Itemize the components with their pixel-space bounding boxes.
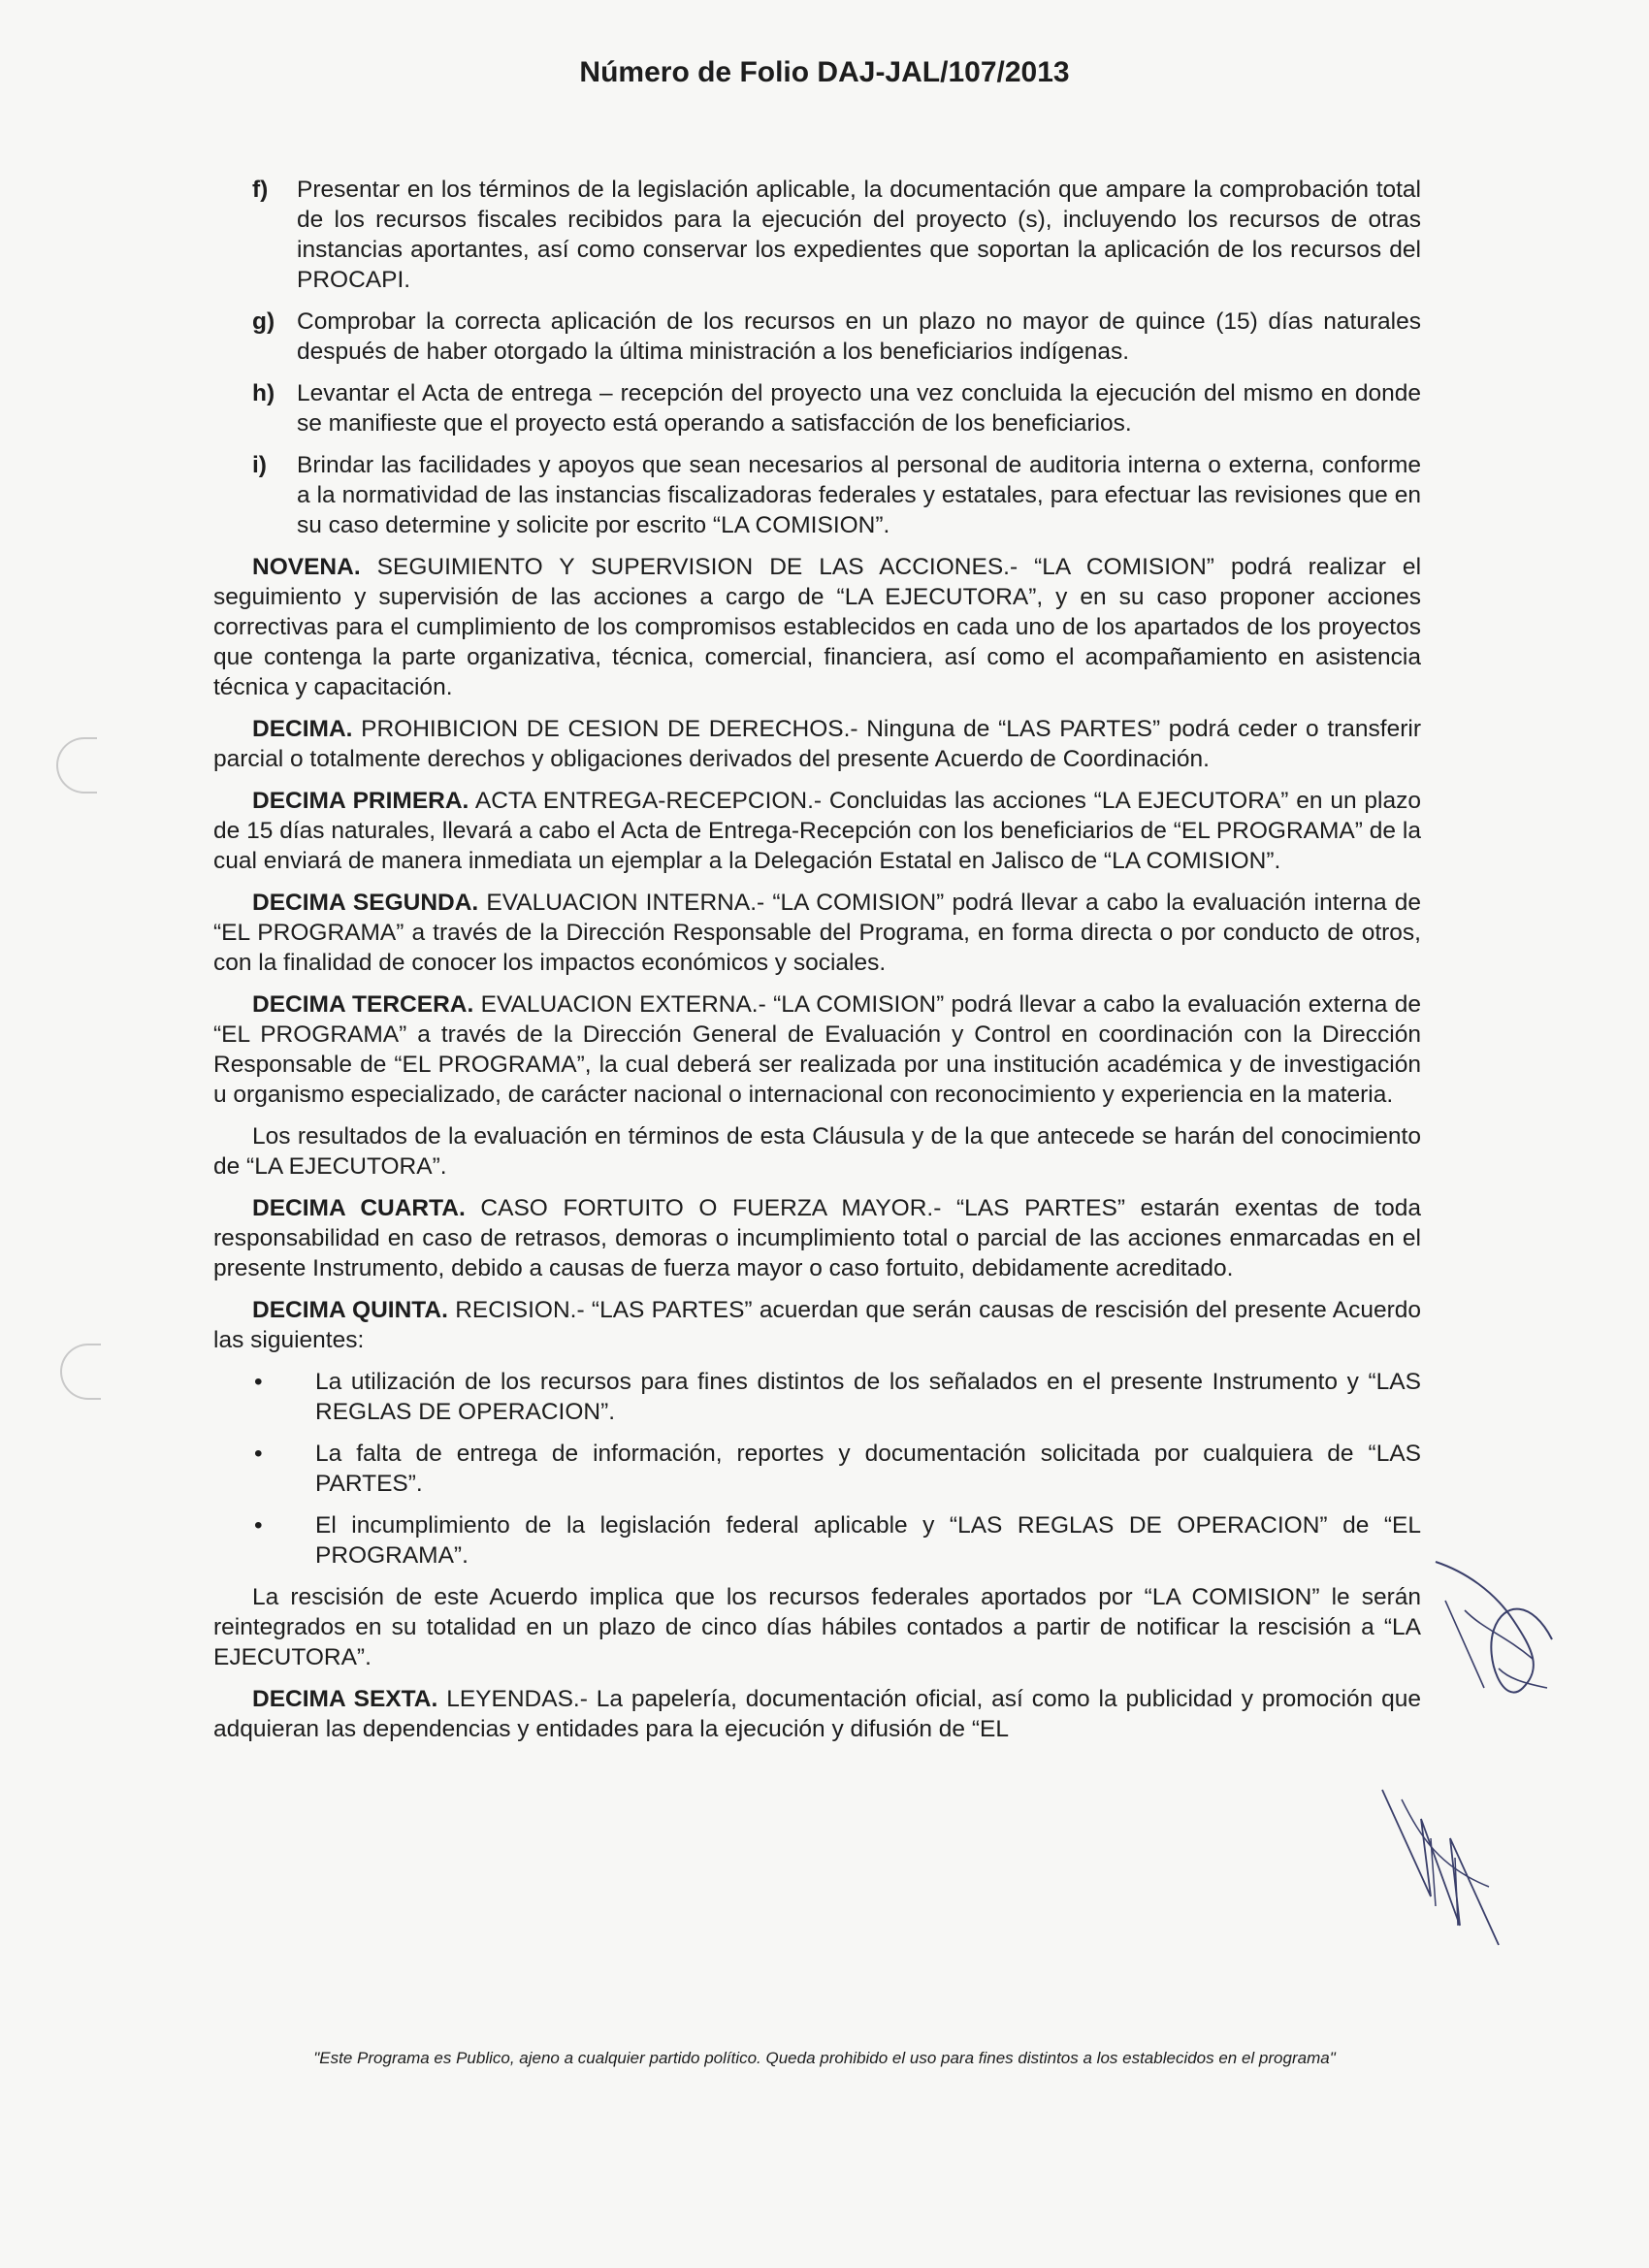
signature-mark xyxy=(1426,1542,1562,1707)
clause-text: SEGUIMIENTO Y SUPERVISION DE LAS ACCIONES.- “LA COMISION” podrá realizar el seguimiento y supervisión de las acciones a cargo de “LA EJECUTORA”, y en su caso proponer acciones correctivas para el cumplimiento de los compromisos establecidos en cada uno de los apartados de los proyectos que contenga la parte organizativa, técnica, comercial, financiera, así como el acompañamiento en asistencia técnica y capacitación. xyxy=(213,554,1422,700)
clause-heading: NOVENA. xyxy=(252,554,361,580)
clause-decima-primera xyxy=(213,786,1421,876)
item-label: f) xyxy=(252,177,269,203)
clause-heading: DECIMA CUARTA. xyxy=(252,1195,466,1221)
bullet-icon: • xyxy=(254,1441,263,1467)
punch-hole-mark xyxy=(56,737,97,794)
clause-decima xyxy=(213,714,1421,774)
list-item xyxy=(213,175,1421,295)
bullet-text: La utilización de los recursos para fines distintos de los señalados en el presente Instrumento y “LAS REGLAS DE OPERACION”. xyxy=(315,1369,1421,1425)
item-label: i) xyxy=(252,452,267,478)
clause-decima-quinta xyxy=(213,1295,1421,1355)
clause-heading: DECIMA TERCERA. xyxy=(252,991,474,1018)
item-text: Comprobar la correcta aplicación de los recursos en un plazo no mayor de quince (15) días naturales después de haber otorgado la última ministración a los beneficiarios indígenas. xyxy=(297,308,1421,365)
punch-hole-mark xyxy=(60,1344,101,1400)
paragraph-text: Los resultados de la evaluación en términos de esta Cláusula y de la que antecede se harán del conocimiento de “LA EJECUTORA”. xyxy=(213,1123,1421,1180)
clause-text: CASO FORTUITO O FUERZA MAYOR.- “LAS PARTES” estarán exentas de toda responsabilidad en caso de retrasos, demoras o incumplimiento total o parcial de las acciones enmarcadas en el presente Instrumento, debido a causas de fuerza mayor o caso fortuito, debidamente acreditado. xyxy=(213,1195,1421,1281)
bullet-item xyxy=(213,1439,1421,1499)
item-label: g) xyxy=(252,308,275,335)
bullet-icon: • xyxy=(254,1369,263,1395)
clause-text: EVALUACION INTERNA.- “LA COMISION” podrá llevar a cabo la evaluación interna de “EL PROGRAMA” a través de la Dirección Responsable del Programa, en forma directa o por conducto de otros, con la finalidad de conocer los impactos económicos y sociales. xyxy=(213,890,1421,976)
clause-text: EVALUACION EXTERNA.- “LA COMISION” podrá llevar a cabo la evaluación externa de “EL PROGRAMA” a través de la Dirección General de Evaluación y Control en coordinación con la Dirección Responsable de “EL PROGRAMA”, la cual deberá ser realizada por una institución académica y de investigación u organismo especializado, de carácter nacional o internacional con reconocimiento y experiencia en la materia. xyxy=(213,991,1422,1108)
clause-heading: DECIMA QUINTA. xyxy=(252,1297,448,1323)
rescission-paragraph xyxy=(213,1582,1421,1672)
clause-text: PROHIBICION DE CESION DE DERECHOS.- Ninguna de “LAS PARTES” podrá ceder o transferir parcial o totalmente derechos y obligaciones derivados del presente Acuerdo de Coordinación. xyxy=(213,716,1421,772)
paragraph-text: La rescisión de este Acuerdo implica que los recursos federales aportados por “LA COMISION” le serán reintegrados en su totalidad en un plazo de cinco días hábiles contados a partir de notificar la rescisión a “LA EJECUTORA”. xyxy=(213,1584,1421,1670)
clause-heading: DECIMA SEXTA. xyxy=(252,1686,438,1712)
clause-text: RECISION.- “LAS PARTES” acuerdan que serán causas de rescisión del presente Acuerdo las siguientes: xyxy=(213,1297,1421,1353)
document-body xyxy=(213,175,1421,1756)
signature-mark xyxy=(1363,1780,1508,1955)
bullet-icon: • xyxy=(254,1512,263,1539)
clause-text: ACTA ENTREGA-RECEPCION.- Concluidas las acciones “LA EJECUTORA” en un plazo de 15 días naturales, llevará a cabo el Acta de Entrega-Recepción con los beneficiarios de “EL PROGRAMA” de la cual enviará de manera inmediata un ejemplar a la Delegación Estatal en Jalisco de “LA COMISION”. xyxy=(213,788,1421,874)
clause-heading: DECIMA PRIMERA. xyxy=(252,788,469,814)
clause-decima-cuarta xyxy=(213,1193,1421,1283)
clause-text: LEYENDAS.- La papelería, documentación oficial, así como la publicidad y promoción que adquieran las dependencias y entidades para la ejecución y difusión de “EL xyxy=(213,1686,1421,1742)
clause-decima-tercera xyxy=(213,989,1421,1110)
bullet-text: La falta de entrega de información, reportes y documentación solicitada por cualquiera de “LAS PARTES”. xyxy=(315,1441,1421,1497)
footer-note: "Este Programa es Publico, ajeno a cualquier partido político. Queda prohibido el uso para fines distintos a los establecidos en el programa" xyxy=(313,2049,1336,2067)
bullet-item xyxy=(213,1510,1421,1571)
clause-decima-segunda xyxy=(213,888,1421,978)
clause-novena xyxy=(213,552,1421,702)
folio-header: Número de Folio DAJ-JAL/107/2013 xyxy=(579,56,1070,88)
bullet-item xyxy=(213,1367,1421,1427)
results-paragraph xyxy=(213,1121,1421,1182)
item-text: Presentar en los términos de la legislación aplicable, la documentación que ampare la comprobación total de los recursos fiscales recibidos para la ejecución del proyecto (s), incluyendo los recursos de otras instancias aportantes, así como conservar los expedientes que soportan la aplicación de los recursos del PROCAPI. xyxy=(297,177,1421,293)
bullet-text: El incumplimiento de la legislación federal aplicable y “LAS REGLAS DE OPERACION” de “EL PROGRAMA”. xyxy=(315,1512,1421,1569)
item-text: Levantar el Acta de entrega – recepción del proyecto una vez concluida la ejecución del mismo en donde se manifieste que el proyecto está operando a satisfacción de los beneficiarios. xyxy=(297,380,1421,437)
clause-heading: DECIMA. xyxy=(252,716,353,742)
clause-heading: DECIMA SEGUNDA. xyxy=(252,890,479,916)
list-item xyxy=(213,450,1421,540)
list-item xyxy=(213,307,1421,367)
list-item xyxy=(213,378,1421,438)
item-label: h) xyxy=(252,380,275,406)
clause-decima-sexta xyxy=(213,1684,1421,1744)
item-text: Brindar las facilidades y apoyos que sean necesarios al personal de auditoria interna o externa, conforme a la normatividad de las instancias fiscalizadoras federales y estatales, para efectuar las revisiones que en su caso determine y solicite por escrito “LA COMISION”. xyxy=(297,452,1421,538)
